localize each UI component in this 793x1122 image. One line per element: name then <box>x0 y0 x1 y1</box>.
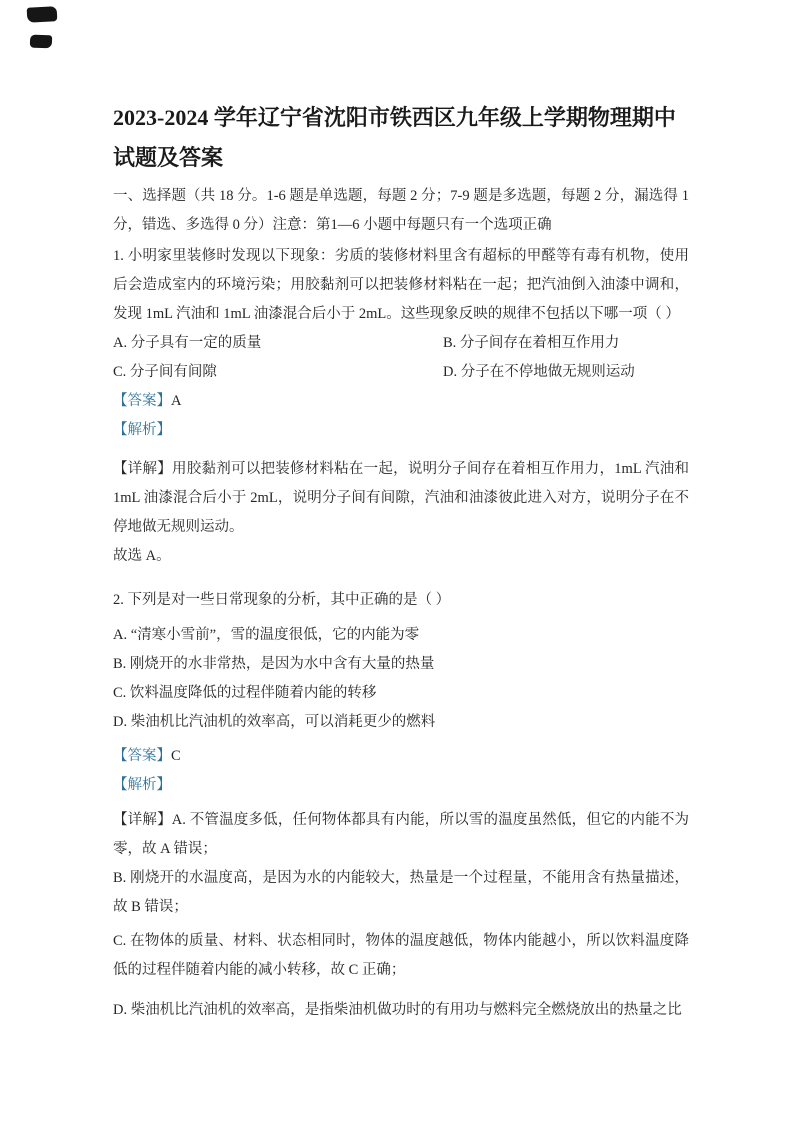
answer-label: 【答案】 <box>113 748 171 764</box>
analysis-label: 【解析】 <box>113 422 171 438</box>
answer-value: C <box>171 748 181 764</box>
answer-label: 【答案】 <box>113 393 171 409</box>
analysis-label: 【解析】 <box>113 777 171 793</box>
question-2-answer-line <box>113 742 689 771</box>
detail-label: 【详解】 <box>113 461 172 477</box>
question-2-option-d: D. 柴油机比汽油机的效率高，可以消耗更少的燃料 <box>113 714 436 730</box>
detail-text: 用胶黏剂可以把装修材料粘在一起，说明分子间存在着相互作用力，1mL 汽油和 1mL 油漆混合后小于 2mL，说明分子间有间隙，汽油和油漆彼此进入对方，说明分子在不停地做无规则运动。 <box>113 461 689 535</box>
question-1-answer-line <box>113 387 689 416</box>
question-2-stem: 2. 下列是对一些日常现象的分析，其中正确的是（ ） <box>113 592 451 608</box>
question-2-option-c: C. 饮料温度降低的过程伴随着内能的转移 <box>113 685 377 701</box>
document-content <box>113 98 689 1025</box>
question-1-stem: 1. 小明家里装修时发现以下现象：劣质的装修材料里含有超标的甲醛等有毒有机物，使用后会造成室内的环境污染；用胶黏剂可以把装修材料粘在一起；把汽油倒入油漆中调和，发现 1mL 汽油和 1mL 油漆混合后小于 2mL。这些现象反映的规律不包括以下哪一项（ ） <box>113 248 689 322</box>
question-1-options-row-2 <box>113 358 689 387</box>
question-1-option-d: D. 分子在不停地做无规则运动 <box>443 364 635 380</box>
answer-value: A <box>171 393 182 409</box>
question-1-option-b: B. 分子间存在着相互作用力 <box>443 335 620 351</box>
question-2-option-b: B. 刚烧开的水非常热，是因为水中含有大量的热量 <box>113 656 435 672</box>
question-1-option-c: C. 分子间有间隙 <box>113 364 217 380</box>
question-1-analysis-line <box>113 416 689 445</box>
ink-smudge-icon <box>27 6 58 23</box>
question-2-detail-a <box>113 806 689 864</box>
question-block-2 <box>113 586 689 1025</box>
detail-text: A. 不管温度多低，任何物体都具有内能，所以雪的温度虽然低，但它的内能不为零，故 A 错误； <box>113 812 690 857</box>
page-title <box>113 98 689 178</box>
detail-label: 【详解】 <box>113 812 172 828</box>
question-1-options-row-1 <box>113 329 689 358</box>
ink-smudge-icon <box>30 35 52 49</box>
question-1-option-a: A. 分子具有一定的质量 <box>113 335 262 351</box>
question-2-option-a: A. “清寒小雪前”，雪的温度很低，它的内能为零 <box>113 627 420 643</box>
section-header: 一、选择题（共 18 分。1-6 题是单选题，每题 2 分；7-9 题是多选题，每题 2 分，漏选得 1 分，错选、多选得 0 分）注意：第1—6 小题中每题只有一个选项正确 <box>113 188 689 233</box>
question-2-detail-b: B. 刚烧开的水温度高，是因为水的内能较大，热量是一个过程量，不能用含有热量描述，故 B 错误； <box>113 870 689 915</box>
question-1-detail <box>113 455 689 542</box>
page-title-line1: 2023-2024 学年辽宁省沈阳市铁西区九年级上学期物理期中 <box>113 105 676 130</box>
question-1-conclusion: 故选 A。 <box>113 548 171 564</box>
question-block-1 <box>113 242 689 571</box>
question-2-analysis-line <box>113 771 689 800</box>
question-2-detail-c: C. 在物体的质量、材料、状态相同时，物体的温度越低，物体内能越小，所以饮料温度降低的过程伴随着内能的减小转移，故 C 正确； <box>113 933 689 978</box>
page-title-line2: 试题及答案 <box>113 145 224 170</box>
question-2-detail-d: D. 柴油机比汽油机的效率高，是指柴油机做功时的有用功与燃料完全燃烧放出的热量之比 <box>113 1002 682 1018</box>
